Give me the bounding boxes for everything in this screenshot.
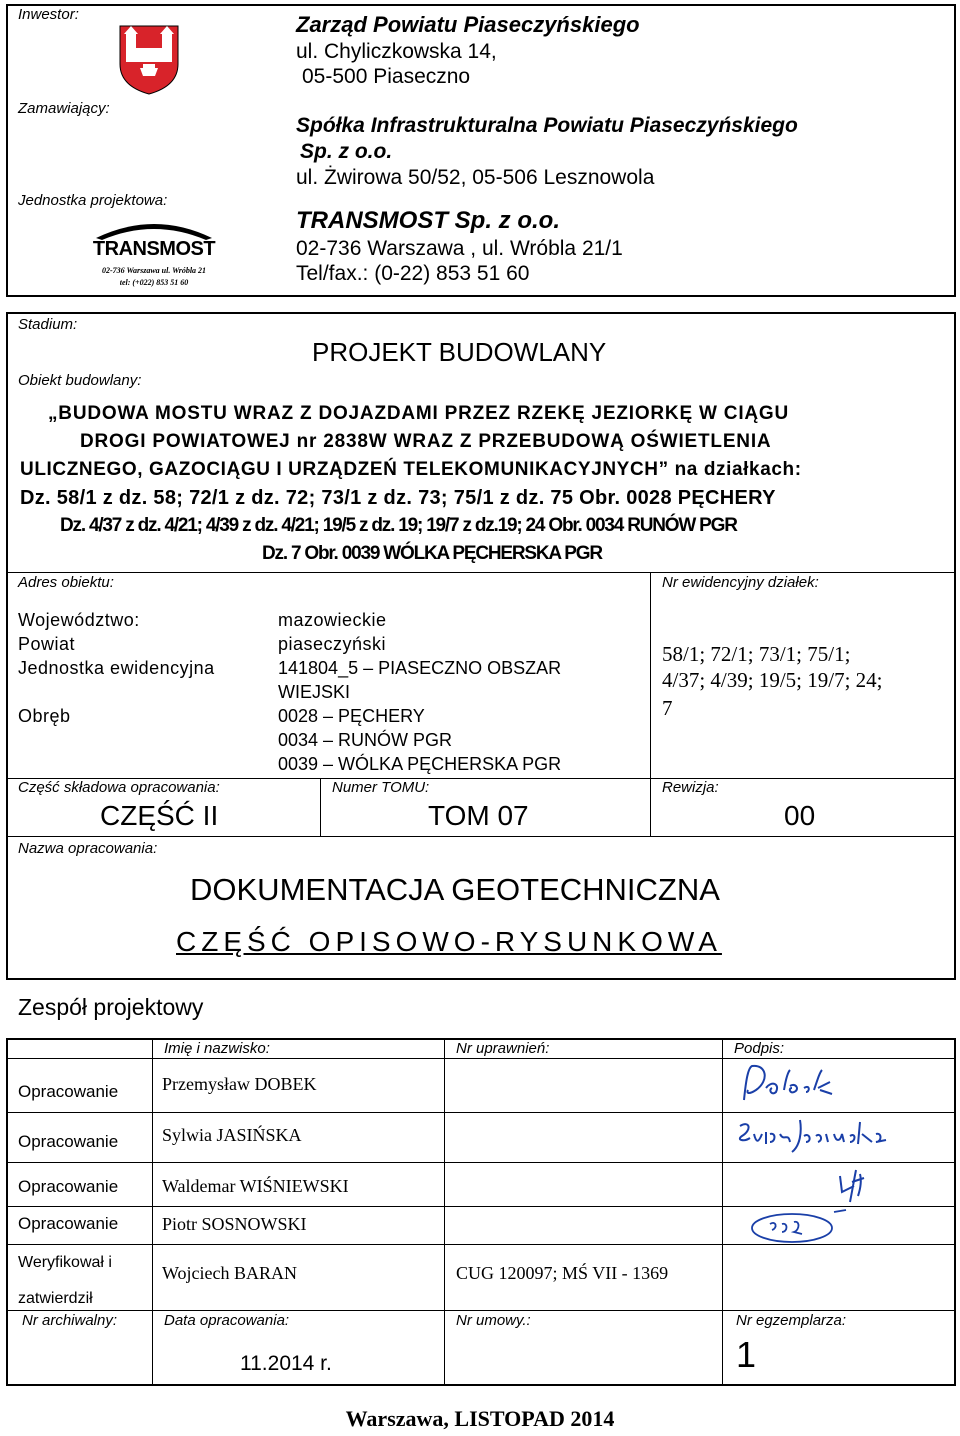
- col-divider-1: [152, 1038, 153, 1386]
- col-license-header: Nr uprawnień:: [456, 1040, 550, 1057]
- label-stage: Stadium:: [18, 316, 78, 333]
- team-row-role: Opracowanie: [18, 1177, 119, 1196]
- parcels-line2: 4/37; 4/39; 19/5; 19/7; 24;: [662, 668, 883, 692]
- designer-name: TRANSMOST Sp. z o.o.: [296, 207, 560, 234]
- ordering-name1: Spółka Infrastrukturalna Powiatu Piaseczyńskiego: [296, 114, 798, 137]
- value-unit1: 141804_5 – PIASECZNO OBSZAR: [278, 658, 562, 678]
- label-title: Nazwa opracowania:: [18, 840, 158, 857]
- investor-address2: 05-500 Piaseczno: [302, 65, 471, 88]
- label-copy: Nr egzemplarza:: [736, 1312, 847, 1329]
- logo-text: TRANSMOST: [92, 238, 216, 260]
- investor-name: Zarząd Powiatu Piaseczyńskiego: [296, 12, 640, 37]
- team-row-name: Piotr SOSNOWSKI: [162, 1214, 307, 1234]
- volume-value: TOM 07: [428, 800, 529, 831]
- county-crest-icon: [118, 24, 180, 96]
- label-ordering: Zamawiający:: [18, 100, 110, 117]
- part-value: CZĘŚĆ II: [100, 800, 219, 831]
- logo-line1: 02-736 Warszawa ul. Wróbla 21: [101, 266, 207, 275]
- divider-parcels: [650, 572, 651, 778]
- row-divider-header: [7, 1058, 955, 1059]
- row-divider-2: [7, 1162, 955, 1163]
- verify-role1: Weryfikował i: [18, 1254, 112, 1271]
- object-line1: „BUDOWA MOSTU WRAZ Z DOJAZDAMI PRZEZ RZEKĘ JEZIORKĘ W CIĄGU: [48, 403, 790, 424]
- logo-line2: tel: (+022) 853 51 60: [119, 278, 189, 287]
- value-precinct1: 0028 – PĘCHERY: [278, 706, 425, 726]
- object-line2: DROGI POWIATOWEJ nr 2838W WRAZ Z PRZEBUDOWĄ OŚWIETLENIA: [80, 431, 772, 452]
- team-row-role: Opracowanie: [18, 1082, 119, 1101]
- team-row-name: Przemysław DOBEK: [162, 1074, 317, 1094]
- parcels-line1: 58/1; 72/1; 73/1; 75/1;: [662, 642, 851, 666]
- team-row-name: Waldemar WIŚNIEWSKI: [162, 1176, 349, 1196]
- transmost-logo-icon: [92, 216, 216, 294]
- ordering-address: ul. Żwirowa 50/52, 05-506 Lesznowola: [296, 166, 655, 189]
- signature-dobek-icon: [736, 1060, 846, 1110]
- value-county: piaseczyński: [278, 634, 387, 654]
- team-row-name: Sylwia JASIŃSKA: [162, 1125, 302, 1145]
- col-divider-2: [444, 1038, 445, 1386]
- object-line3: ULICZNEGO, GAZOCIĄGU I URZĄDZEŃ TELEKOMUNIKACYJNYCH” na działkach:: [20, 459, 802, 480]
- label-object: Obiekt budowlany:: [18, 372, 142, 389]
- stage-value: PROJEKT BUDOWLANY: [312, 337, 607, 367]
- divider-revision: [650, 778, 651, 836]
- object-line6: Dz. 7 Obr. 0039 WÓLKA PĘCHERSKA PGR: [262, 543, 602, 564]
- divider-volume: [320, 778, 321, 836]
- col-divider-3: [722, 1038, 723, 1386]
- col-signature-header: Podpis:: [734, 1040, 785, 1057]
- footer-place-date: Warszawa, LISTOPAD 2014: [345, 1406, 615, 1431]
- label-volume: Numer TOMU:: [332, 779, 430, 796]
- designer-address: 02-736 Warszawa , ul. Wróbla 21/1: [296, 237, 623, 260]
- team-heading: Zespół projektowy: [18, 994, 204, 1020]
- label-investor: Inwestor:: [18, 6, 79, 23]
- revision-value: 00: [784, 800, 816, 831]
- verify-role2: zatwierdził: [18, 1290, 93, 1307]
- key-unit: Jednostka ewidencyjna: [18, 658, 215, 678]
- date-value: 11.2014 r.: [240, 1352, 332, 1375]
- investor-address1: ul. Chyliczkowska 14,: [296, 40, 497, 63]
- signature-wisniewski-icon: [830, 1166, 880, 1206]
- divider-address: [7, 572, 955, 573]
- label-address: Adres obiektu:: [18, 574, 114, 591]
- divider-title: [7, 836, 955, 837]
- value-voivodeship: mazowieckie: [278, 610, 387, 630]
- value-precinct2: 0034 – RUNÓW PGR: [278, 730, 453, 750]
- label-contract: Nr umowy.:: [456, 1312, 531, 1329]
- row-divider-5: [7, 1310, 955, 1311]
- team-row-role: Opracowanie: [18, 1132, 119, 1151]
- ordering-name2: Sp. z o.o.: [300, 140, 393, 163]
- verify-name: Wojciech BARAN: [162, 1263, 298, 1283]
- label-design-unit: Jednostka projektowa:: [18, 192, 168, 209]
- team-row-role: Opracowanie: [18, 1214, 119, 1233]
- key-precinct: Obręb: [18, 706, 71, 726]
- value-unit2: WIEJSKI: [278, 682, 351, 702]
- signature-sosnowski-icon: [736, 1206, 856, 1246]
- verify-license: CUG 120097; MŚ VII - 1369: [456, 1263, 669, 1283]
- title-line2: CZĘŚĆ OPISOWO-RYSUNKOWA: [176, 926, 722, 957]
- label-part: Część składowa opracowania:: [18, 779, 220, 796]
- key-county: Powiat: [18, 634, 76, 654]
- label-revision: Rewizja:: [662, 779, 719, 796]
- designer-phone: Tel/fax.: (0-22) 853 51 60: [296, 262, 530, 285]
- parcels-line3: 7: [662, 696, 673, 720]
- copy-value: 1: [736, 1334, 757, 1375]
- title-line1: DOKUMENTACJA GEOTECHNICZNA: [190, 872, 720, 907]
- label-parcels: Nr ewidencyjny działek:: [662, 574, 819, 591]
- object-line4: Dz. 58/1 z dz. 58; 72/1 z dz. 72; 73/1 z dz. 73; 75/1 z dz. 75 Obr. 0028 PĘCHERY: [20, 487, 776, 509]
- object-line5: Dz. 4/37 z dz. 4/21; 4/39 z dz. 4/21; 19/5 z dz. 19; 19/7 z dz.19; 24 Obr. 0034 RUNÓW PGR: [60, 515, 737, 536]
- label-archive: Nr archiwalny:: [22, 1312, 118, 1329]
- label-date: Data opracowania:: [164, 1312, 290, 1329]
- value-precinct3: 0039 – WÓLKA PĘCHERSKA PGR: [278, 754, 562, 774]
- signature-jasinska-icon: [730, 1112, 930, 1162]
- key-voivodeship: Województwo:: [18, 610, 140, 630]
- col-name-header: Imię i nazwisko:: [164, 1040, 270, 1057]
